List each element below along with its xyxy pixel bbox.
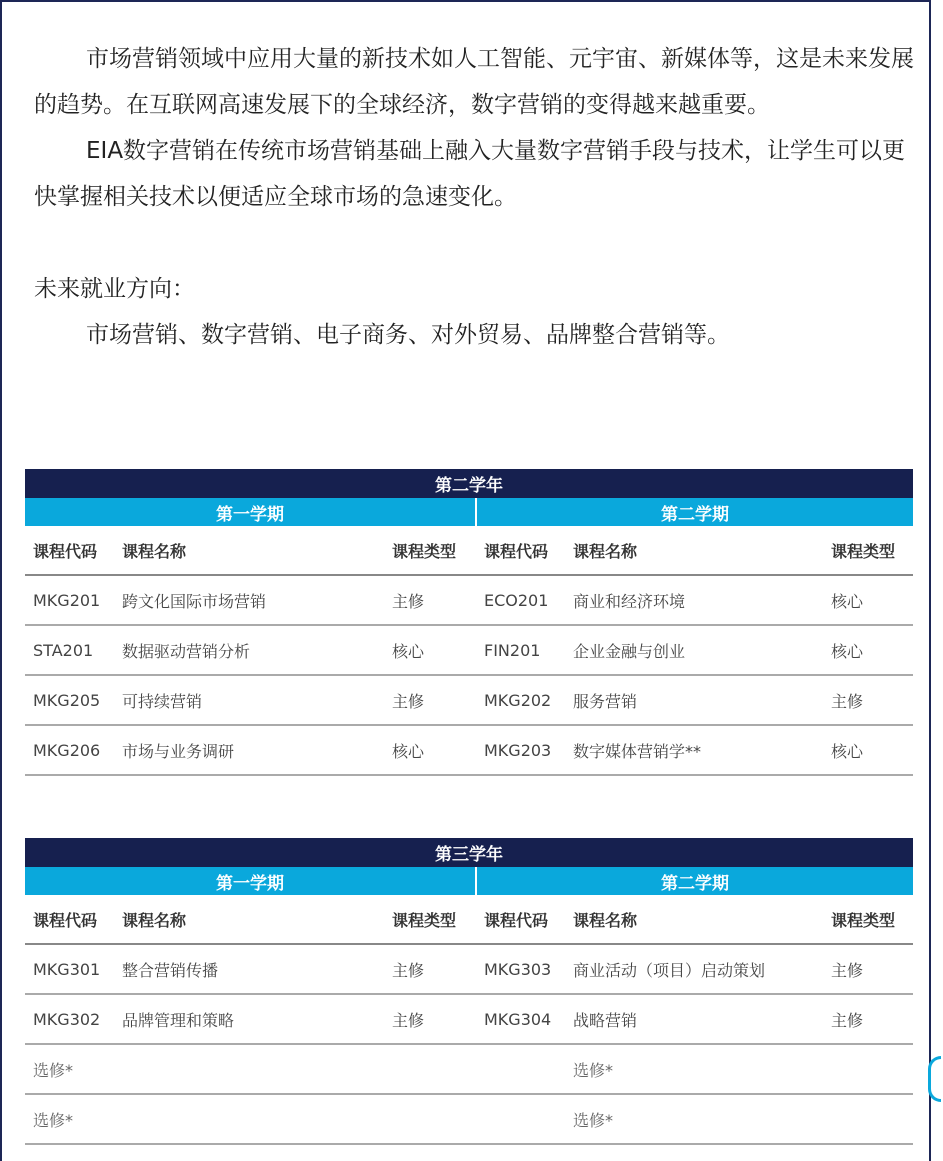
course-code: MKG203	[476, 725, 565, 775]
column-header-name: 课程名称	[114, 526, 384, 575]
elective-label: 选修*	[25, 1094, 114, 1144]
column-header-code: 课程代码	[476, 526, 565, 575]
column-header-code: 课程代码	[476, 895, 565, 944]
course-type	[823, 1094, 913, 1144]
column-header-code: 课程代码	[25, 526, 114, 575]
table-row	[25, 675, 913, 725]
table-row	[25, 625, 913, 675]
elective-label: 选修*	[565, 1094, 823, 1144]
intro-paragraph-1: 市场营销领域中应用大量的新技术如人工智能、元宇宙、新媒体等，这是未来发展的趋势。在互联网高速发展下的全球经济，数字营销的变得越来越重要。	[34, 46, 914, 118]
year2-semester1-header: 第一学期	[25, 498, 476, 526]
column-header-type: 课程类型	[384, 895, 476, 944]
course-code: FIN201	[476, 625, 565, 675]
course-name: 市场与业务调研	[114, 725, 384, 775]
column-header-type: 课程类型	[823, 526, 913, 575]
table-row	[25, 1094, 913, 1144]
course-code: MKG206	[25, 725, 114, 775]
year2-title: 第二学年	[25, 469, 913, 498]
year2-curriculum-table	[25, 469, 913, 776]
course-name: 品牌管理和策略	[114, 994, 384, 1044]
table-row	[25, 725, 913, 775]
course-name: 企业金融与创业	[565, 625, 823, 675]
year2-semester2-header: 第二学期	[476, 498, 913, 526]
course-type: 主修	[823, 675, 913, 725]
course-code	[476, 1094, 565, 1144]
course-type: 主修	[384, 675, 476, 725]
course-name: 服务营销	[565, 675, 823, 725]
course-type	[823, 1044, 913, 1094]
course-type: 主修	[384, 575, 476, 625]
table-row	[25, 1044, 913, 1094]
course-code: MKG304	[476, 994, 565, 1044]
course-code: MKG202	[476, 675, 565, 725]
career-list: 市场营销、数字营销、电子商务、对外贸易、品牌整合营销等。	[86, 322, 730, 348]
course-name	[114, 1094, 384, 1144]
course-code: STA201	[25, 625, 114, 675]
intro-section	[34, 36, 914, 358]
course-code: MKG302	[25, 994, 114, 1044]
column-header-code: 课程代码	[25, 895, 114, 944]
course-code: MKG303	[476, 944, 565, 994]
side-tab-edge	[928, 1056, 941, 1102]
year3-title: 第三学年	[25, 838, 913, 867]
column-header-name: 课程名称	[114, 895, 384, 944]
year3-semester1-header: 第一学期	[25, 867, 476, 895]
course-code	[476, 1044, 565, 1094]
column-header-type: 课程类型	[823, 895, 913, 944]
table-row	[25, 944, 913, 994]
career-heading: 未来就业方向：	[34, 276, 195, 302]
intro-paragraph-2: EIA数字营销在传统市场营销基础上融入大量数字营销手段与技术，让学生可以更快掌握相关技术以便适应全球市场的急速变化。	[34, 138, 906, 210]
course-type: 主修	[384, 994, 476, 1044]
course-type: 核心	[823, 725, 913, 775]
course-type: 主修	[384, 944, 476, 994]
table-row	[25, 994, 913, 1044]
course-type: 主修	[823, 994, 913, 1044]
course-name: 整合营销传播	[114, 944, 384, 994]
course-name: 战略营销	[565, 994, 823, 1044]
course-code: MKG301	[25, 944, 114, 994]
course-code: MKG201	[25, 575, 114, 625]
course-code: MKG205	[25, 675, 114, 725]
course-name: 商业活动（项目）启动策划	[565, 944, 823, 994]
course-type: 核心	[384, 625, 476, 675]
year3-semester2-header: 第二学期	[476, 867, 913, 895]
elective-label: 选修*	[565, 1044, 823, 1094]
column-header-name: 课程名称	[565, 895, 823, 944]
course-type: 主修	[823, 944, 913, 994]
column-header-type: 课程类型	[384, 526, 476, 575]
course-name: 数据驱动营销分析	[114, 625, 384, 675]
course-type: 核心	[384, 725, 476, 775]
column-header-name: 课程名称	[565, 526, 823, 575]
course-type	[384, 1094, 476, 1144]
course-name	[114, 1044, 384, 1094]
course-name: 商业和经济环境	[565, 575, 823, 625]
course-type	[384, 1044, 476, 1094]
table-row	[25, 575, 913, 625]
year3-curriculum-table	[25, 838, 913, 1145]
course-code: ECO201	[476, 575, 565, 625]
course-name: 可持续营销	[114, 675, 384, 725]
elective-label: 选修*	[25, 1044, 114, 1094]
course-name: 跨文化国际市场营销	[114, 575, 384, 625]
course-type: 核心	[823, 625, 913, 675]
course-name: 数字媒体营销学**	[565, 725, 823, 775]
course-type: 核心	[823, 575, 913, 625]
